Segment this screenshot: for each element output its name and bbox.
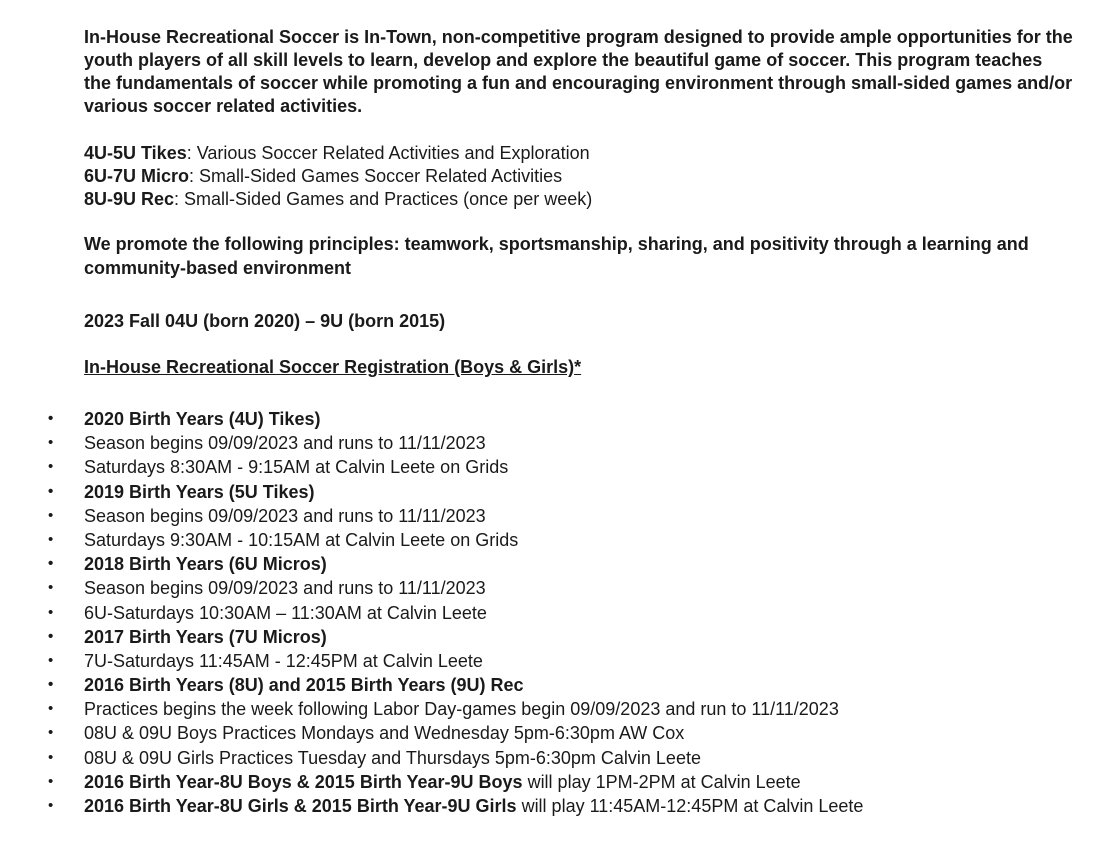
bullet-icon: • [48,603,54,621]
list-item-strong-text: 2016 Birth Year-8U Boys & 2015 Birth Year-9U Boys [84,771,523,792]
program-list [84,142,1074,211]
season-title: 2023 Fall 04U (born 2020) – 9U (born 2015) [84,311,446,331]
list-item [48,504,1074,528]
list-item [48,601,1074,625]
list-item [48,576,1074,600]
document-body [48,26,1074,818]
bullet-icon: • [48,458,54,476]
list-item [48,528,1074,552]
list-item [48,649,1074,673]
list-item [48,480,1074,504]
list-item-strong-text: 2016 Birth Year-8U Girls & 2015 Birth Year-9U Girls [84,796,517,816]
bullet-icon: • [48,724,54,742]
list-item-text: Season begins 09/09/2023 and runs to 11/11/2023 [84,505,486,526]
list-item [48,697,1074,721]
bullet-icon: • [48,579,54,597]
bullet-icon: • [48,676,54,694]
list-item-text: will play 1PM-2PM at Calvin Leete [522,771,801,792]
list-item-text: Season begins 09/09/2023 and runs to 11/11/2023 [84,578,486,599]
list-item-text: 2017 Birth Years (7U Micros) [84,626,327,647]
list-item-text: Saturdays 8:30AM - 9:15AM at Calvin Leete on Grids [84,457,509,478]
list-item [48,794,1074,818]
program-name: 8U-9U Rec [84,189,175,209]
program-item-rec [84,188,1074,211]
program-name: 6U-7U Micro [84,166,190,186]
program-item-tikes [84,142,1074,165]
list-item-text: 2016 Birth Years (8U) and 2015 Birth Years (9U) Rec [84,675,524,696]
bullet-icon: • [48,651,54,669]
bullet-icon: • [48,506,54,524]
bullet-icon: • [48,748,54,766]
list-item-text: 6U-Saturdays 10:30AM – 11:30AM at Calvin Leete [84,602,487,623]
registration-heading: In-House Recreational Soccer Registration (Boys & Girls)* [84,357,582,377]
list-item-text: Saturdays 9:30AM - 10:15AM at Calvin Leete on Grids [84,529,519,550]
list-item [48,407,1074,431]
bullet-icon: • [48,627,54,645]
bullet-icon: • [48,700,54,718]
list-item-text: 08U & 09U Girls Practices Tuesday and Thursdays 5pm-6:30pm Calvin Leete [84,747,701,768]
bullet-icon: • [48,772,54,790]
bullet-icon: • [48,482,54,500]
list-item-text: 7U-Saturdays 11:45AM - 12:45PM at Calvin Leete [84,650,483,671]
program-item-micro [84,165,1074,188]
program-description: : Small-Sided Games Soccer Related Activities [189,166,563,186]
list-item-text: will play 11:45AM-12:45PM at Calvin Leete [516,796,864,816]
list-item [48,721,1074,745]
list-item [48,455,1074,479]
list-item [48,431,1074,455]
list-item-text: 2018 Birth Years (6U Micros) [84,554,327,575]
bullet-icon: • [48,434,54,452]
schedule-list [48,407,1074,818]
list-item-text: 2020 Birth Years (4U) Tikes) [84,409,321,429]
intro-paragraph: In-House Recreational Soccer is In-Town, non-competitive program designed to provide ample opportunities for the youth players of all skill levels to learn, develop and explore the beautiful game of soccer. This program teaches the fundamentals of soccer while promoting a fun and encouraging environment through small-sided games and/or various soccer related activities. [84,27,1073,116]
list-item [48,552,1074,576]
list-item-text: 08U & 09U Boys Practices Mondays and Wednesday 5pm-6:30pm AW Cox [84,723,685,744]
list-item [48,746,1074,770]
program-description: : Small-Sided Games and Practices (once per week) [174,189,593,209]
list-item-text: Practices begins the week following Labor Day-games begin 09/09/2023 and run to 11/11/2023 [84,699,839,720]
bullet-icon: • [48,410,54,427]
list-item-text: Season begins 09/09/2023 and runs to 11/11/2023 [84,433,486,454]
program-name: 4U-5U Tikes [84,143,187,163]
list-item-text: 2019 Birth Years (5U Tikes) [84,481,315,502]
bullet-icon: • [48,797,54,814]
list-item [48,673,1074,697]
list-item [48,770,1074,794]
program-description: : Various Soccer Related Activities and Exploration [186,143,590,163]
list-item [48,625,1074,649]
bullet-icon: • [48,555,54,573]
principles-statement: We promote the following principles: teamwork, sportsmanship, sharing, and positivity through a learning and community-based environment [84,234,1029,278]
bullet-icon: • [48,530,54,548]
